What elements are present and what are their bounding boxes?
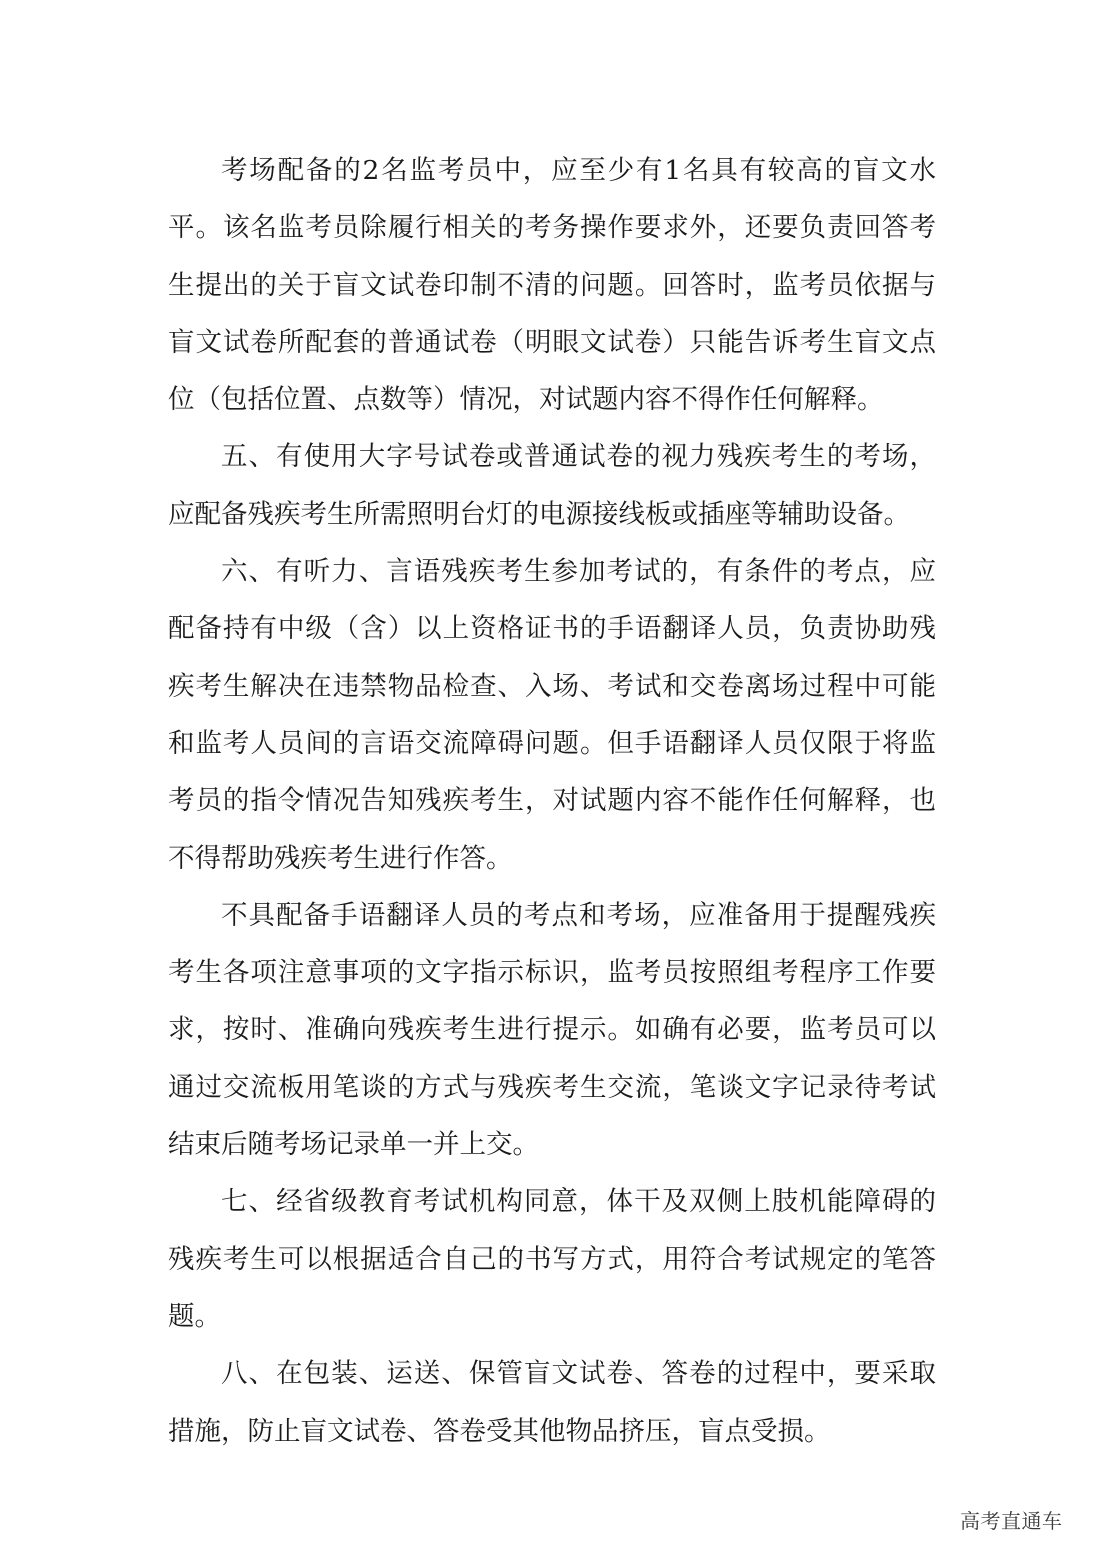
paragraph-no-sign-language-interpreter: 不具配备手语翻译人员的考点和考场，应准备用于提醒残疾考生各项注意事项的文字指示标识，监考员按照组考程序工作要求，按时、准确向残疾考生进行提示。如确有必要，监考员可以通过交流板用笔谈的方式与残疾考生交流，笔谈文字记录待考试结束后随考场记录单一并上交。 <box>168 899 936 1161</box>
paragraph-item-6-sign-language: 六、有听力、言语残疾考生参加考试的，有条件的考点，应配备持有中级（含）以上资格证书的手语翻译人员，负责协助残疾考生解决在违禁物品检查、入场、考试和交卷离场过程中可能和监考人员间的言语交流障碍问题。但手语翻译人员仅限于将监考员的指令情况告知残疾考生，对试题内容不能作任何解释，也不得帮助残疾考生进行作答。 <box>168 556 936 874</box>
watermark: 高考直通车 <box>960 1509 1063 1533</box>
paragraph-item-5-visual-disability: 五、有使用大字号试卷或普通试卷的视力残疾考生的考场，应配备残疾考生所需照明台灯的电源接线板或插座等辅助设备。 <box>168 441 936 530</box>
paragraph-item-7-writing-method: 七、经省级教育考试机构同意，体干及双侧上肢机能障碍的残疾考生可以根据适合自己的书写方式，用符合考试规定的笔答题。 <box>168 1186 936 1332</box>
document-body <box>168 142 936 1460</box>
paragraph-invigilator-braille: 考场配备的2名监考员中，应至少有1名具有较高的盲文水平。该名监考员除履行相关的考务操作要求外，还要负责回答考生提出的关于盲文试卷印制不清的问题。回答时，监考员依据与盲文试卷所配套的普通试卷（明眼文试卷）只能告诉考生盲文点位（包括位置、点数等）情况，对试题内容不得作任何解释。 <box>168 155 936 416</box>
paragraph-item-8-packaging: 八、在包装、运送、保管盲文试卷、答卷的过程中，要采取措施，防止盲文试卷、答卷受其他物品挤压，盲点受损。 <box>168 1358 936 1447</box>
